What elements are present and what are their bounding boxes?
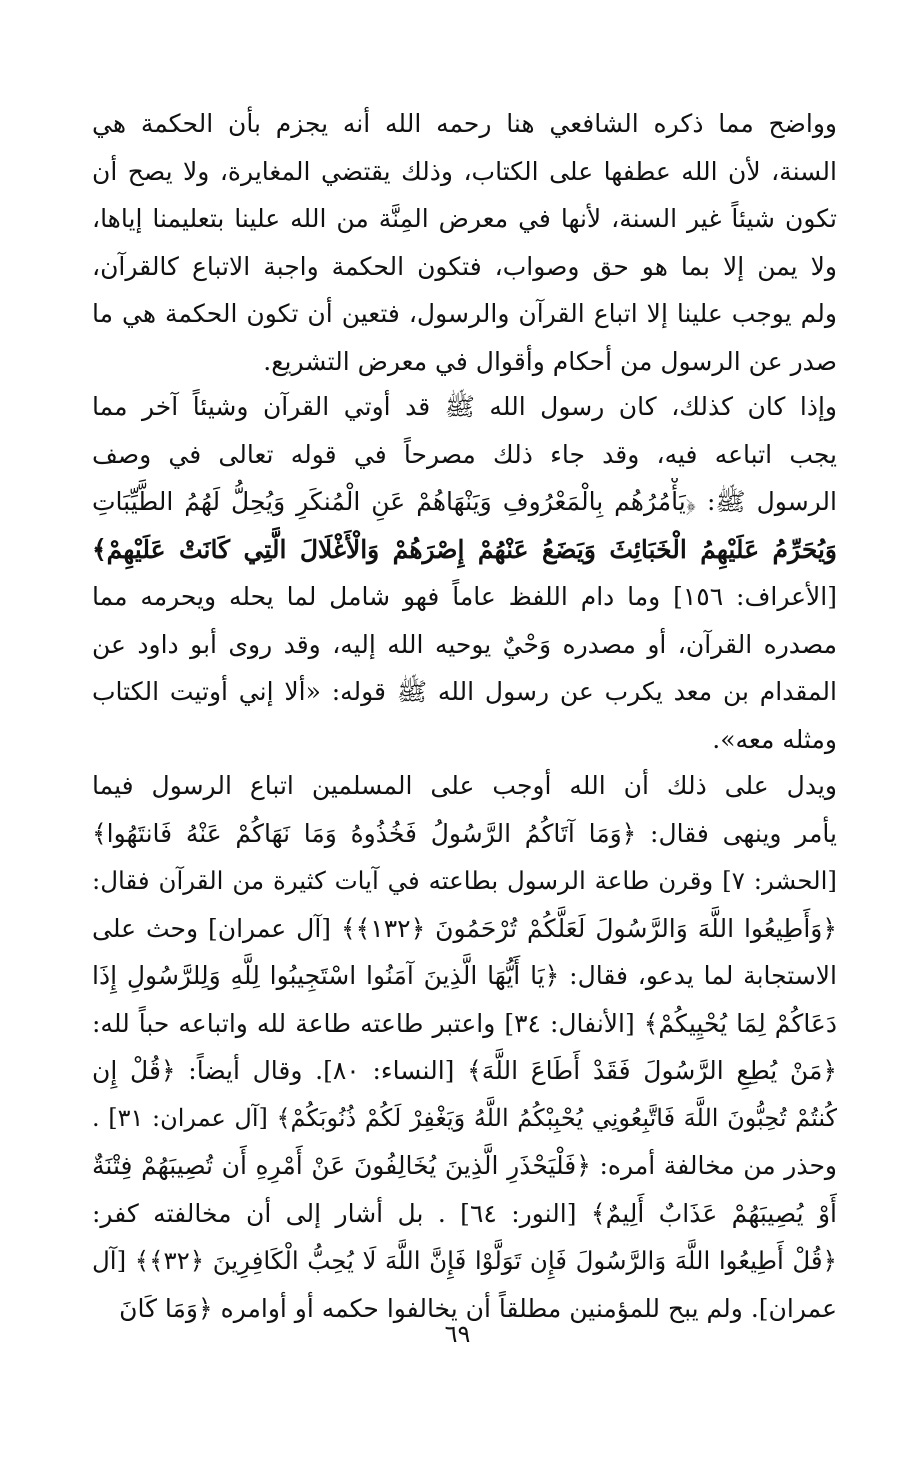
- text-line: يجب اتباعه فيه، وقد جاء ذلك مصرحاً في قوله تعالى في وصف: [92, 439, 837, 469]
- text-line: [الحشر: ٧] وقرن طاعة الرسول بطاعته في آيات كثيرة من القرآن فقال:: [92, 866, 837, 895]
- text-line: وإذا كان كذلك، كان رسول الله ﷺ قد أوتي القرآن وشيئاً آخر مما: [92, 392, 837, 421]
- text-line: الرسول ﷺ: ﴿يَأْمُرُهُم بِالْمَعْرُوفِ وَيَنْهَاهُمْ عَنِ الْمُنكَرِ وَيُحِلُّ لَهُمُ الطَّيِّبَاتِ: [92, 487, 837, 516]
- paragraph-hikmah-sunnah: [92, 100, 837, 385]
- text-line: ﴿مَنْ يُطِعِ الرَّسُولَ فَقَدْ أَطَاعَ اللَّهَ﴾ [النساء: ٨٠]. وقال أيضاً: ﴿قُلْ إِن: [92, 1056, 837, 1085]
- text-line: ولا يمن إلا بما هو حق وصواب، فتكون الحكمة واجبة الاتباع كالقرآن،: [92, 251, 837, 281]
- text-line: وواضح مما ذكره الشافعي هنا رحمه الله أنه يجزم بأن الحكمة هي: [92, 109, 837, 138]
- text-line: كُنتُمْ تُحِبُّونَ اللَّهَ فَاتَّبِعُونِي يُحْبِبْكُمُ اللَّهُ وَيَغْفِرْ لَكُمْ ذُنُوبَكُمْ﴾ [آل عمران: ٣١] .: [92, 1103, 837, 1132]
- text-line: ويدل على ذلك أن الله أوجب على المسلمين اتباع الرسول فيما: [92, 771, 837, 800]
- page-number: ٦٩: [444, 1320, 471, 1348]
- text-line: عمران]. ولم يبح للمؤمنين مطلقاً أن يخالفوا حكمه أو أوامره ﴿وَمَا كَانَ: [119, 1293, 837, 1323]
- text-line: وحذر من مخالفة أمره: ﴿فَلْيَحْذَرِ الَّذِينَ يُخَالِفُونَ عَنْ أَمْرِهِ أَن تُصِيبَهُمْ فِتْنَةٌ: [92, 1151, 837, 1180]
- paragraph-obedience-to-messenger: [92, 762, 837, 1332]
- text-line: أَوْ يُصِيبَهُمْ عَذَابٌ أَلِيمٌ﴾ [النور: ٦٤] . بل أشار إلى أن مخالفته كفر:: [92, 1198, 837, 1228]
- quran-verse-line: وَيُحَرِّمُ عَلَيْهِمُ الْخَبَائِثَ وَيَضَعُ عَنْهُمْ إِصْرَهُمْ وَالْأَغْلَالَ الَّتِي كَانَتْ عَلَيْهِمْ﴾: [92, 534, 837, 564]
- text-line: الاستجابة لما يدعو، فقال: ﴿يَا أَيُّهَا الَّذِينَ آمَنُوا اسْتَجِيبُوا لِلَّهِ وَلِلرَّسُولِ إِذَا: [92, 961, 837, 990]
- text-line: تكون شيئاً غير السنة، لأنها في معرض المِنَّة من الله علينا بتعليمنا إياها،: [92, 204, 837, 233]
- text-line: السنة، لأن الله عطفها على الكتاب، وذلك يقتضي المغايرة، ولا يصح أن: [92, 156, 837, 186]
- text-line: ﴿وَأَطِيعُوا اللَّهَ وَالرَّسُولَ لَعَلَّكُمْ تُرْحَمُونَ ﴿١٣٢﴾﴾ [آل عمران] وحث على: [92, 913, 837, 943]
- text-line: ومثله معه».: [712, 724, 837, 754]
- text-line: دَعَاكُمْ لِمَا يُحْيِيكُمْ﴾ [الأنفال: ٣٤] واعتبر طاعته طاعة لله واتباعه حباً لله:: [92, 1008, 837, 1038]
- text-line: ﴿قُلْ أَطِيعُوا اللَّهَ وَالرَّسُولَ فَإِن تَوَلَّوْا فَإِنَّ اللَّهَ لَا يُحِبُّ الْكَافِرِينَ ﴿٣٢﴾﴾ [آل: [92, 1246, 837, 1275]
- text-line: يأمر وينهى فقال: ﴿وَمَا آتَاكُمُ الرَّسُولُ فَخُذُوهُ وَمَا نَهَاكُمْ عَنْهُ فَانتَهُوا﴾: [92, 818, 837, 848]
- paragraph-prophet-quran-and-more: [92, 383, 837, 763]
- text-line: [الأعراف: ١٥٦] وما دام اللفظ عاماً فهو شامل لما يحله ويحرمه مما: [92, 582, 837, 611]
- text-line: صدر عن الرسول من أحكام وأقوال في معرض التشريع.: [263, 346, 837, 376]
- text-line: مصدره القرآن، أو مصدره وَحْيٌ يوحيه الله إليه، وقد روى أبو داود عن: [92, 629, 837, 659]
- text-line: ولم يوجب علينا إلا اتباع القرآن والرسول، فتعين أن تكون الحكمة هي ما: [92, 299, 837, 328]
- text-line: المقدام بن معد يكرب عن رسول الله ﷺ قوله: «ألا إني أوتيت الكتاب: [92, 677, 837, 706]
